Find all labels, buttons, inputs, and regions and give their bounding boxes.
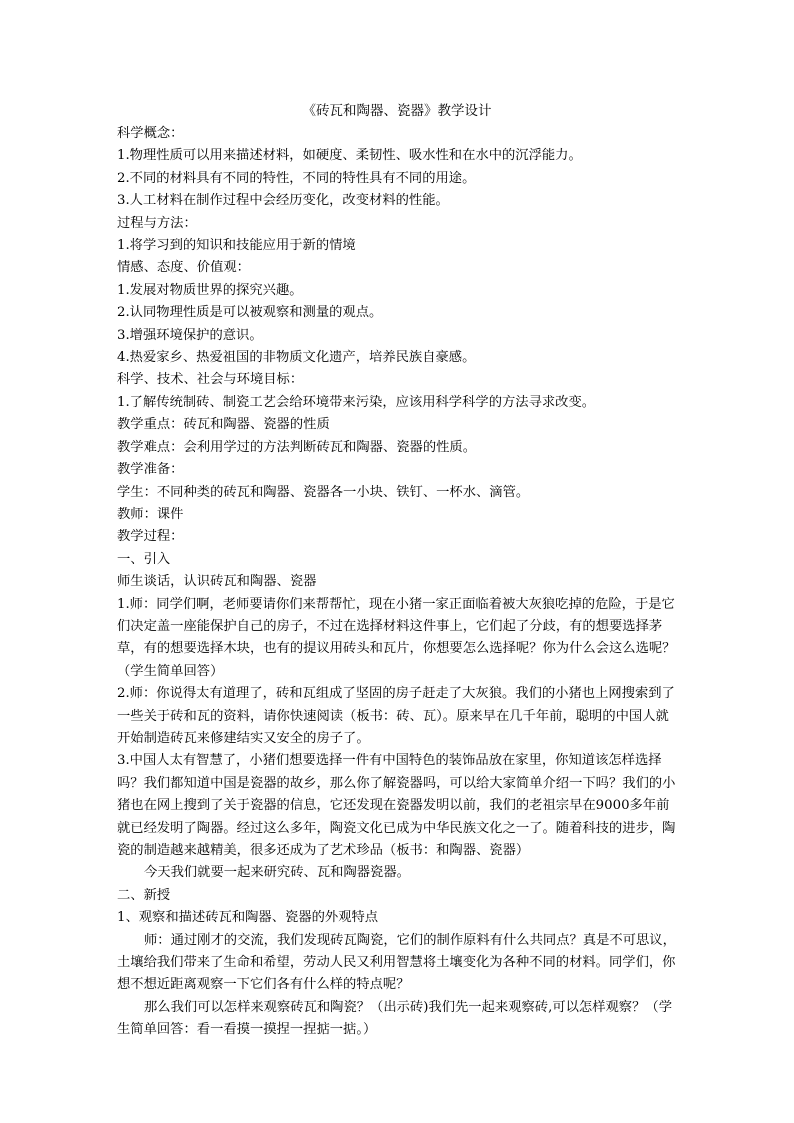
- body-paragraph: 今天我们就要一起来研究砖、瓦和陶器瓷器。: [144, 865, 410, 881]
- concept-item: 3.人工材料在制作过程中会经历变化，改变材料的性能。: [117, 193, 449, 209]
- concept-item: 2.不同的材料具有不同的特性，不同的特性具有不同的用途。: [117, 170, 476, 186]
- attitude-item: 1.发展对物质世界的探究兴趣。: [117, 282, 303, 298]
- body-paragraph: 3.中国人太有智慧了，小猪们想要选择一件有中国特色的装饰品放在家里，你知道该怎样选择吗？我们都知道中国是瓷器的故乡，那么你了解瓷器吗，可以给大家简单介绍一下吗？我们的小猪也在网上搜到了关于瓷器的信息，它还发现在瓷器发明以前，我们的老祖宗早在9000多年前就已经发明了陶器。经过这么多年，陶瓷文化已成为中华民族文化之一了。随着科技的进步，陶瓷的制造越来越精美，很多还成为了艺术珍品（板书：和陶器、瓷器）: [117, 753, 676, 858]
- section-intro: 一、引入: [117, 551, 171, 567]
- attitude-item: 4.热爱家乡、热爱祖国的非物质文化遗产，培养民族自豪感。: [117, 350, 476, 366]
- difficulty: 教学难点：会利用学过的方法判断砖瓦和陶器、瓷器的性质。: [117, 439, 477, 455]
- heading-stse: 科学、技术、社会与环境目标：: [117, 372, 304, 388]
- process-item: 1.将学习到的知识和技能应用于新的情境: [117, 238, 356, 254]
- attitude-item: 2.认同物理性质是可以被观察和测量的观点。: [117, 305, 383, 321]
- heading-teaching-process: 教学过程：: [117, 529, 184, 545]
- heading-process: 过程与方法：: [117, 215, 197, 231]
- preparation-students: 学生：不同种类的砖瓦和陶器、瓷器各一小块、铁钉、一杯水、滴管。: [117, 484, 530, 500]
- heading-attitude: 情感、态度、价值观：: [117, 260, 250, 276]
- preparation-teacher: 教师：课件: [117, 506, 184, 522]
- document-title: 《砖瓦和陶器、瓷器》教学设计: [302, 103, 492, 119]
- subsection-observe: 1、观察和描述砖瓦和陶器、瓷器的外观特点: [117, 910, 379, 926]
- heading-preparation: 教学准备：: [117, 462, 184, 478]
- body-paragraph: 1.师：同学们啊，老师要请你们来帮帮忙，现在小猪一家正面临着被大灰狼吃掉的危险，于是它们决定盖一座能保护自己的房子，不过在选择材料这件事上，它们起了分歧，有的想要选择茅草，有的想要选择木块，也有的提议用砖头和瓦片，你想要怎么选择呢？你为什么会这么选呢？: [117, 596, 676, 657]
- body-paragraph: （学生简单回答）: [117, 663, 224, 679]
- body-paragraph: 2.师：你说得太有道理了，砖和瓦组成了坚固的房子赶走了大灰狼。我们的小猪也上网搜索到了一些关于砖和瓦的资料，请你快速阅读（板书：砖、瓦）。原来早在几千年前，聪明的中国人就开始制造砖瓦来修建结实又安全的房子了。: [117, 686, 675, 746]
- attitude-item: 3.增强环境保护的意识。: [117, 327, 263, 343]
- document-page: [117, 101, 677, 1042]
- section-new-lesson: 二、新授: [117, 887, 171, 903]
- intro-subtitle: 师生谈话，认识砖瓦和陶器、瓷器: [117, 574, 317, 590]
- heading-concepts: 科学概念：: [117, 126, 184, 141]
- stse-item: 1.了解传统制砖、制瓷工艺会给环境带来污染，应该用科学科学的方法寻求改变。: [117, 394, 596, 410]
- body-paragraph: 那么我们可以怎样来观察砖瓦和陶瓷？（出示砖)我们先一起来观察砖,可以怎样观察？（学生简单回答：看一看摸一摸捏一捏掂一掂。）: [117, 999, 672, 1038]
- concept-item: 1.物理性质可以用来描述材料，如硬度、柔韧性、吸水性和在水中的沉浮能力。: [117, 148, 582, 164]
- key-point: 教学重点：砖瓦和陶器、瓷器的性质: [117, 417, 330, 433]
- body-paragraph: 师：通过刚才的交流，我们发现砖瓦陶瓷，它们的制作原料有什么共同点？真是不可思议，土壤给我们带来了生命和希望，劳动人民又利用智慧将土壤变化为各种不同的材料。同学们，你想不想近距离观察一下它们各有什么样的特点呢？: [117, 932, 676, 993]
